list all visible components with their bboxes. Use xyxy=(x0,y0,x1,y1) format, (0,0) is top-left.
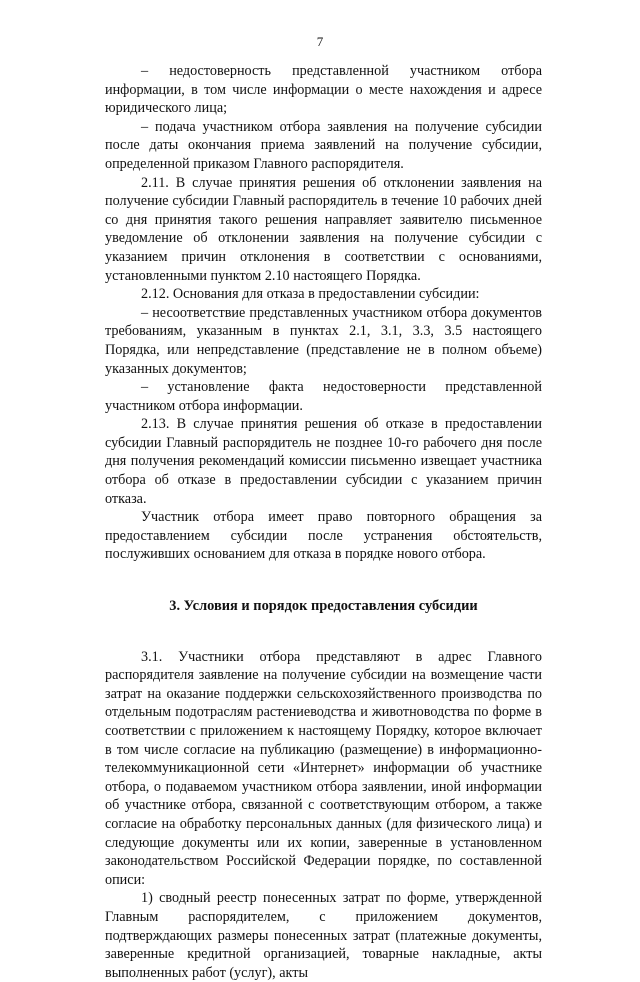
page-number: 7 xyxy=(316,34,324,49)
section-title: 3. Условия и порядок предоставления субсидии xyxy=(169,598,478,615)
paragraph: 2.12. Основания для отказа в предоставлении субсидии: xyxy=(141,286,480,303)
document-body xyxy=(105,62,542,982)
paragraph: – установление факта недостоверности представленной участником отбора информации. xyxy=(105,379,542,414)
paragraph: 2.11. В случае принятия решения об отклонении заявления на получение субсидии Главный распорядитель в течение 10 рабочих дней со дня принятия такого решения направляет заявителю письменное уведомление об отклонении заявления на получение субсидии с указанием причин отклонения в соответствии с основаниями, установленными пунктом 2.10 настоящего Порядка. xyxy=(105,174,542,284)
paragraph: 3.1. Участники отбора представляют в адрес Главного распорядителя заявление на получение субсидии на возмещение части затрат на оказание поддержки сельскохозяйственного производства по отдельным подотраслям растениеводства и животноводства по форме в соответствии с приложением к настоящему Порядку, которое включает в том числе согласие на публикацию (размещение) в информационно-телекоммуникационной сети «Интернет» информации об участнике отбора, о подаваемом участником отбора заявлении, иной информации об участнике отбора, связанной с соответствующим отбором, а также согласие на обработку персональных данных (для физического лица) и следующие документы или их копии, заверенные в установленном законодательством Российской Федерации порядке, по составленной описи: xyxy=(105,648,542,888)
paragraph: Участник отбора имеет право повторного обращения за предоставлением субсидии после устранения обстоятельств, послуживших основанием для отказа в порядке нового отбора. xyxy=(105,509,542,563)
paragraph: 2.13. В случае принятия решения об отказе в предоставлении субсидии Главный распорядитель не позднее 10-го рабочего дня после дня получения рекомендаций комиссии письменно извещает участника отбора об отказе в предоставлении субсидии с указанием причин отказа. xyxy=(105,416,542,507)
paragraph: – подача участником отбора заявления на получение субсидии после даты окончания приема заявлений на получение субсидии, определенной приказом Главного распорядителя. xyxy=(105,118,542,172)
paragraph: – несоответствие представленных участником отбора документов требованиям, указанным в пунктах 2.1, 3.1, 3.3, 3.5 настоящего Порядка, или непредставление (представление не в полном объеме) указанных документов; xyxy=(105,304,542,377)
paragraph: 1) сводный реестр понесенных затрат по форме, утвержденной Главным распорядителем, с приложением документов, подтверждающих размеры понесенных затрат (платежные документы, заверенные кредитной организацией, товарные накладные, акты выполненных работ (услуг), акты xyxy=(105,890,542,981)
paragraph: – недостоверность представленной участником отбора информации, в том числе информации о месте нахождения и адресе юридического лица; xyxy=(105,63,542,117)
